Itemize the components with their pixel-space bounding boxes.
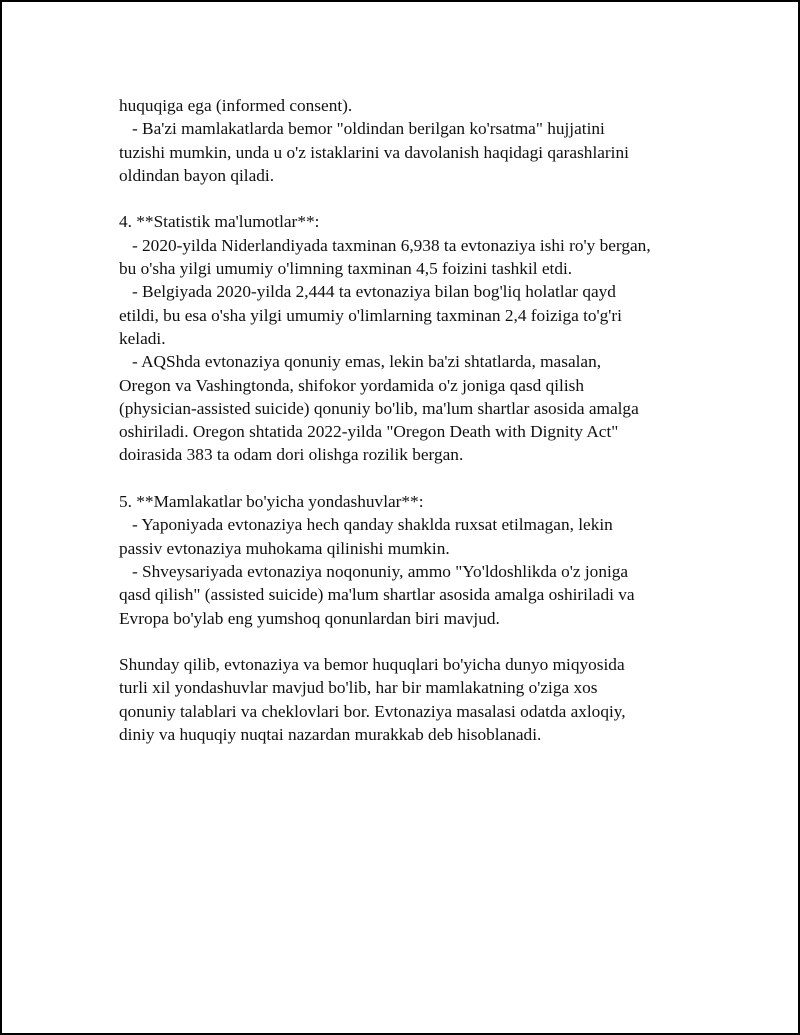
text-line: diniy va huquqiy nuqtai nazardan murakkab deb hisoblanadi. [119,725,542,745]
text-line: turli xil yondashuvlar mavjud bo'lib, har bir mamlakatning o'ziga xos [119,678,598,698]
text-line: oldindan bayon qiladi. [119,165,275,185]
text-line: - 2020-yilda Niderlandiyada taxminan 6,938 ta evtonaziya ishi ro'y bergan, [119,235,651,255]
paragraph-gap [119,630,709,653]
text-line: passiv evtonaziya muhokama qilinishi mumkin. [119,538,450,558]
section-heading: 4. **Statistik ma'lumotlar**: [119,212,320,232]
document-body [119,94,709,746]
text-line: etildi, bu esa o'sha yilgi umumiy o'limlarning taxminan 2,4 foiziga to'g'ri [119,305,622,325]
section-heading: 5. **Mamlakatlar bo'yicha yondashuvlar**: [119,492,424,512]
text-line: - Shveysariyada evtonaziya noqonuniy, ammo "Yo'ldoshlikda o'z joniga [119,561,629,581]
text-line: - AQShda evtonaziya qonuniy emas, lekin ba'zi shtatlarda, masalan, [119,352,602,372]
text-line: bu o'sha yilgi umumiy o'limning taxminan 4,5 foizini tashkil etdi. [119,259,573,279]
paragraph-gap [119,467,709,490]
text-line: tuzishi mumkin, unda u o'z istaklarini va davolanish haqidagi qarashlarini [119,142,629,162]
text-line: huquqiga ega (informed consent). [119,96,353,115]
text-line: Oregon va Vashingtonda, shifokor yordamida o'z joniga qasd qilish [119,375,584,395]
text-line: Shunday qilib, evtonaziya va bemor huquqlari bo'yicha dunyo miqyosida [119,655,625,675]
text-line: Evropa bo'ylab eng yumshoq qonunlardan biri mavjud. [119,608,500,628]
text-line: - Yaponiyada evtonaziya hech qanday shaklda ruxsat etilmagan, lekin [119,515,613,535]
paragraph-gap [119,187,709,210]
text-line: doirasida 383 ta odam dori olishga rozilik bergan. [119,445,464,465]
text-line: - Ba'zi mamlakatlarda bemor "oldindan berilgan ko'rsatma" hujjatini [119,119,605,139]
text-line: qasd qilish" (assisted suicide) ma'lum shartlar asosida amalga oshiriladi va [119,585,635,605]
text-line: qonuniy talablari va cheklovlari bor. Evtonaziya masalasi odatda axloqiy, [119,701,626,721]
text-line: (physician-assisted suicide) qonuniy bo'lib, ma'lum shartlar asosida amalga [119,398,639,418]
text-line: - Belgiyada 2020-yilda 2,444 ta evtonaziya bilan bog'liq holatlar qayd [119,282,616,302]
text-line: keladi. [119,328,166,348]
text-line: oshiriladi. Oregon shtatida 2022-yilda "Oregon Death with Dignity Act" [119,422,619,442]
